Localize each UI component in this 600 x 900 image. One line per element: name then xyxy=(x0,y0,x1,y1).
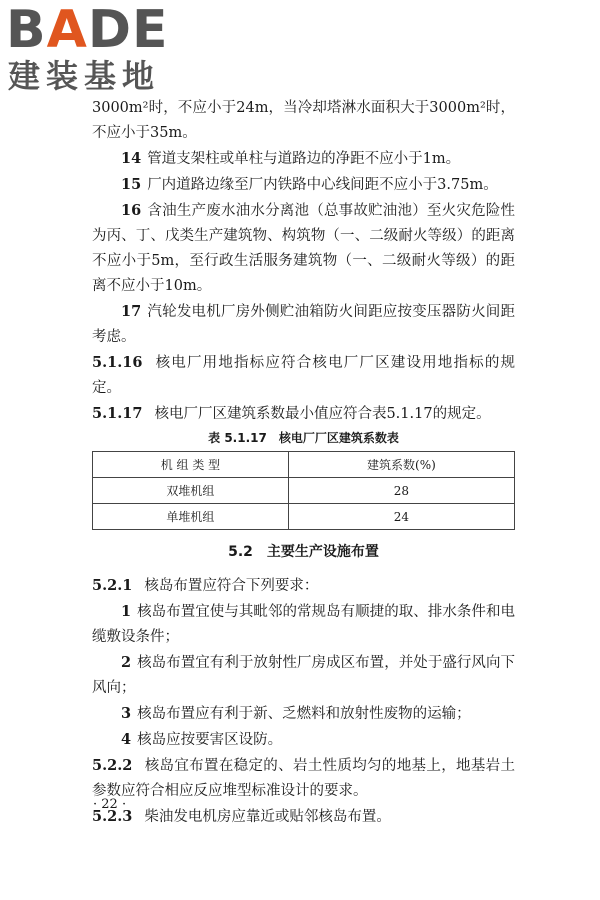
table-caption: 表 5.1.17 核电厂厂区建筑系数表 xyxy=(208,431,399,445)
clause-5-2-1: 5.2.1 核岛布置应符合下列要求： xyxy=(92,577,319,594)
logo-subtitle: 建装基地 xyxy=(8,57,161,95)
logo-accent-letter: A xyxy=(46,0,88,60)
page-number: · 22 · xyxy=(93,797,127,812)
table-cell: 双堆机组 xyxy=(93,478,289,504)
sub-item-1: 1 核岛布置宜使与其毗邻的常规岛有顺捷的取、排水条件和电缆敷设条件； xyxy=(92,603,515,645)
building-coefficient-table xyxy=(92,451,515,530)
table-cell: 单堆机组 xyxy=(93,504,289,530)
table-header-unit-type: 机 组 类 型 xyxy=(93,452,289,478)
sub-item-4: 4 核岛应按要害区设防。 xyxy=(121,731,283,748)
sub-item-2: 2 核岛布置宜有利于放射性厂房成区布置，并处于盛行风向下风向； xyxy=(92,654,515,696)
document-body xyxy=(92,96,515,830)
section-title: 5.2 主要生产设施布置 xyxy=(228,544,379,560)
bade-logo xyxy=(6,2,176,102)
logo-wordmark: BADE xyxy=(6,0,169,60)
clause-5-2-3: 5.2.3 柴油发电机房应靠近或贴邻核岛布置。 xyxy=(92,808,391,825)
table-header-row xyxy=(93,452,515,478)
list-item-15: 15 厂内道路边缘至厂内铁路中心线间距不应小于3.75m。 xyxy=(121,176,498,193)
table-header-coefficient: 建筑系数(%) xyxy=(288,452,514,478)
clause-5-2-2: 5.2.2 核岛宜布置在稳定的、岩土性质均匀的地基上，地基岩土参数应符合相应反应堆型标准设计的要求。 xyxy=(92,757,515,799)
table-row xyxy=(93,478,515,504)
table-cell: 24 xyxy=(288,504,514,530)
table-row xyxy=(93,504,515,530)
list-item-17: 17 汽轮发电机厂房外侧贮油箱防火间距应按变压器防火间距考虑。 xyxy=(92,303,515,345)
paragraph-continuation: 3000m²时，不应小于24m，当冷却塔淋水面积大于3000m²时，不应小于35m。 xyxy=(92,100,515,141)
clause-5-1-16: 5.1.16 核电厂用地指标应符合核电厂厂区建设用地指标的规定。 xyxy=(92,354,515,396)
list-item-16: 16 含油生产废水油水分离池（总事故贮油池）至火灾危险性为丙、丁、戊类生产建筑物、构筑物（一、二级耐火等级）的距离不应小于5m，至行政生活服务建筑物（一、二级耐火等级）的距离不应小于10m。 xyxy=(92,202,515,294)
clause-5-1-17: 5.1.17 核电厂厂区建筑系数最小值应符合表5.1.17的规定。 xyxy=(92,405,491,422)
table-cell: 28 xyxy=(288,478,514,504)
list-item-14: 14 管道支架柱或单柱与道路边的净距不应小于1m。 xyxy=(121,150,461,167)
sub-item-3: 3 核岛布置应有利于新、乏燃料和放射性废物的运输； xyxy=(121,705,471,722)
